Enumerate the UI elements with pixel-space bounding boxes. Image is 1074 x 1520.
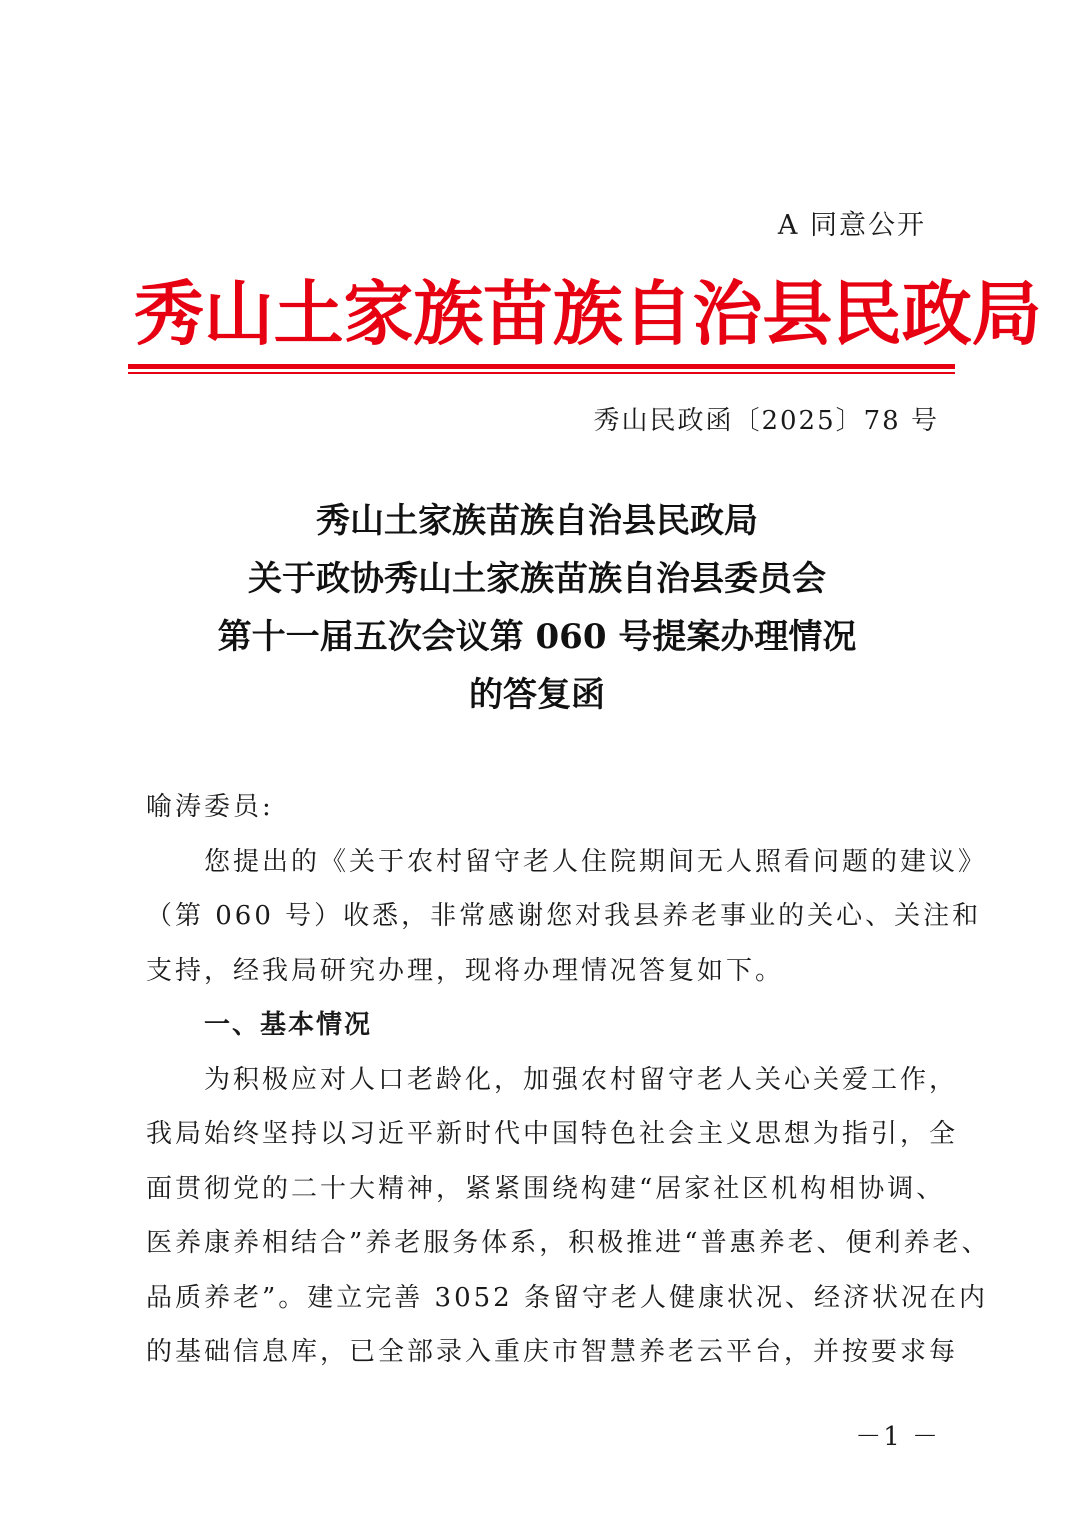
page-number: －1 － bbox=[855, 1422, 940, 1452]
body-line: 医养康养相结合”养老服务体系，积极推进“普惠养老、便利养老、 bbox=[146, 1228, 991, 1258]
title-line: 的答复函 bbox=[469, 675, 605, 715]
issuer-masthead: 秀山土家族苗族自治县民政局 bbox=[134, 273, 1042, 355]
title-line: 秀山土家族苗族自治县民政局 bbox=[316, 501, 758, 541]
masthead-rule-thin bbox=[128, 372, 955, 374]
body-line: 面贯彻党的二十大精神，紧紧围绕构建“居家社区机构相协调、 bbox=[146, 1173, 946, 1204]
salutation: 喻涛委员: bbox=[146, 792, 274, 822]
body-line: 的基础信息库，已全部录入重庆市智慧养老云平台，并按要求每 bbox=[146, 1337, 959, 1367]
body-line: 我局始终坚持以习近平新时代中国特色社会主义思想为指引，全 bbox=[146, 1119, 959, 1149]
disclosure-label: A 同意公开 bbox=[777, 210, 926, 241]
document-number: 秀山民政函〔2025〕78 号 bbox=[593, 406, 939, 436]
document-title bbox=[0, 492, 1074, 724]
body-line: 您提出的《关于农村留守老人住院期间无人照看问题的建议》 bbox=[204, 846, 988, 877]
title-line: 关于政协秀山土家族苗族自治县委员会 bbox=[248, 559, 826, 599]
body-line: 支持，经我局研究办理，现将办理情况答复如下。 bbox=[146, 955, 785, 986]
section-heading: 一、基本情况 bbox=[204, 1010, 373, 1040]
masthead-rule-thick bbox=[128, 364, 955, 369]
body-line: 为积极应对人口老龄化，加强农村留守老人关心关爱工作， bbox=[204, 1064, 959, 1095]
title-line: 第十一届五次会议第 060 号提案办理情况 bbox=[217, 617, 857, 657]
body-line: （第 060 号）收悉，非常感谢您对我县养老事业的关心、关注和 bbox=[146, 901, 982, 931]
letter-body bbox=[146, 780, 991, 1380]
body-line: 品质养老”。建立完善 3052 条留守老人健康状况、经济状况在内 bbox=[146, 1282, 988, 1313]
